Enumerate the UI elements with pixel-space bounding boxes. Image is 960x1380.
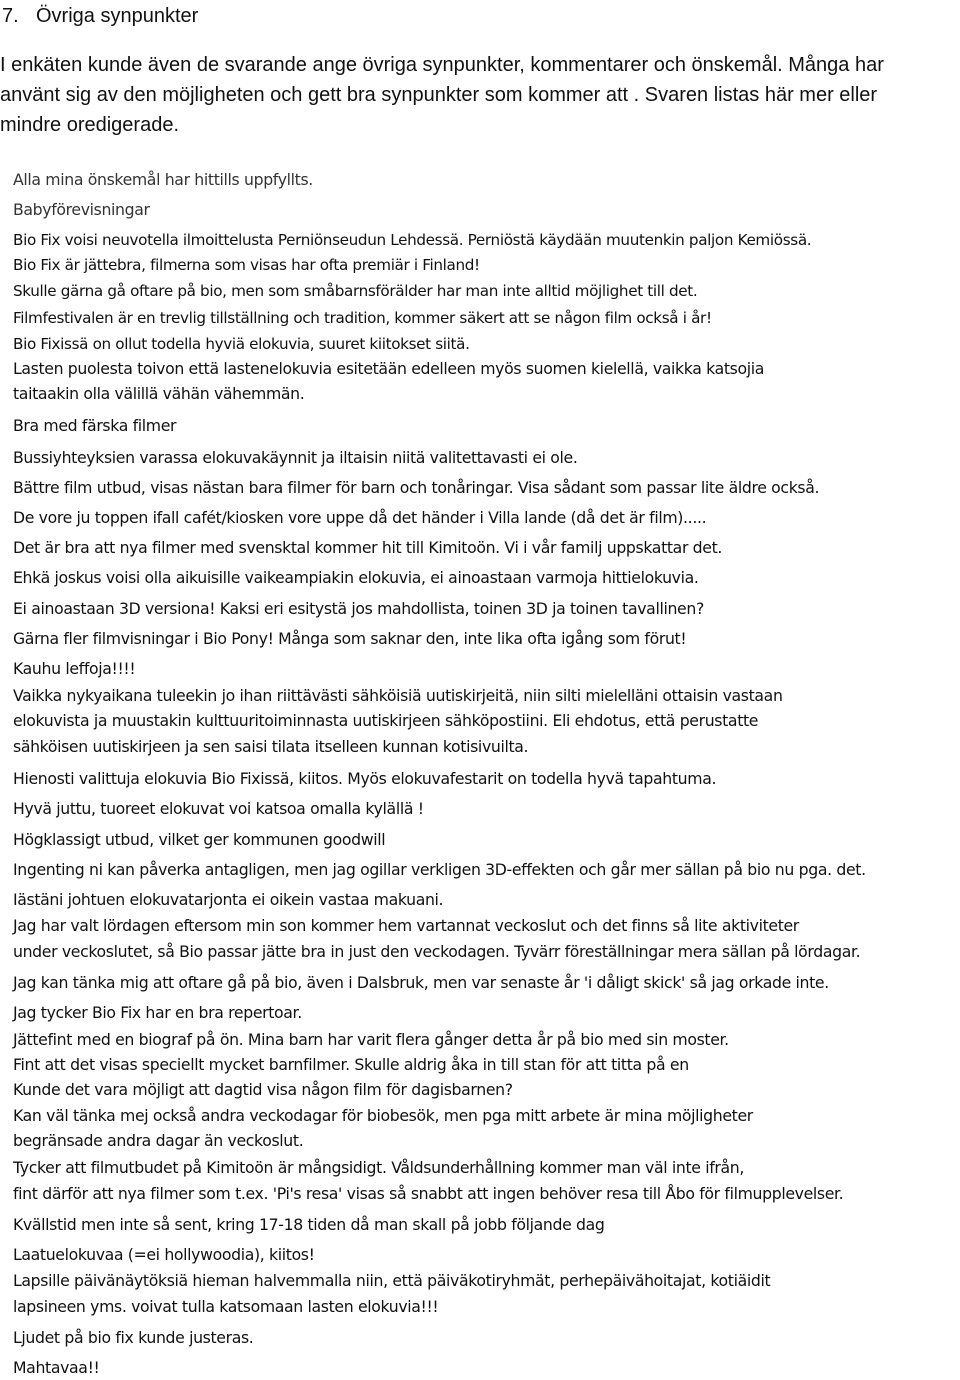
comment-line: sähköisen uutiskirjeen ja sen saisi tilata itselleen kunnan kotisivuilta. — [13, 737, 529, 756]
comment-line: Ehkä joskus voisi olla aikuisille vaikeampiakin elokuvia, ei ainoastaan varmoja hittielokuvia. — [13, 568, 699, 587]
comment-line: Gärna fler filmvisningar i Bio Pony! Många som saknar den, inte lika ofta igång som förut! — [13, 629, 687, 648]
comment-line: Det är bra att nya filmer med svensktal kommer hit till Kimitoön. Vi i vår familj uppskattar det. — [13, 538, 723, 557]
comment-line: lapsineen yms. voivat tulla katsomaan lasten elokuvia!!! — [13, 1297, 439, 1316]
comment-line: Jättefint med en biograf på ön. Mina barn har varit flera gånger detta år på bio med sin moster. — [13, 1030, 729, 1049]
comment-line: Ei ainoastaan 3D versiona! Kaksi eri esitystä jos mahdollista, toinen 3D ja toinen tavallinen? — [13, 599, 704, 618]
comment-line: Hienosti valittuja elokuvia Bio Fixissä, kiitos. Myös elokuvafestarit on todella hyvä tapahtuma. — [13, 769, 717, 788]
comment-line: Bio Fix är jättebra, filmerna som visas har ofta premiär i Finland! — [13, 256, 480, 274]
comment-line: Tycker att filmutbudet på Kimitoön är mångsidigt. Våldsunderhållning kommer man väl inte ifrån, — [13, 1158, 745, 1177]
comment-line: Bra med färska filmer — [13, 416, 177, 435]
comment-line: Iästäni johtuen elokuvatarjonta ei oikein vastaa makuani. — [13, 890, 444, 909]
intro-line: mindre oredigerade. — [0, 114, 179, 136]
section-title: Övriga synpunkter — [36, 5, 199, 27]
comment-line: Skulle gärna gå oftare på bio, men som småbarnsförälder har man inte alltid möjlighet till det. — [13, 282, 698, 300]
comment-line: Alla mina önskemål har hittills uppfyllts. — [13, 170, 313, 189]
comment-line: Bio Fix voisi neuvotella ilmoittelusta Perniönseudun Lehdessä. Perniöstä käydään muutenkin paljon Kemiössä. — [13, 231, 812, 249]
comment-line: Filmfestivalen är en trevlig tillställning och tradition, kommer säkert att se någon film också i år! — [13, 309, 712, 327]
comment-line: begränsade andra dagar än veckoslut. — [13, 1131, 304, 1150]
section-heading — [2, 3, 198, 29]
comment-line: under veckoslutet, så Bio passar jätte bra in just den veckodagen. Tyvärr föreställningar mera sällan på lördagar. — [13, 942, 861, 961]
intro-paragraph — [0, 50, 940, 140]
comment-line: Bussiyhteyksien varassa elokuvakäynnit ja iltaisin niitä valitettavasti ei ole. — [13, 448, 578, 467]
comment-line: Bättre film utbud, visas nästan bara filmer för barn och tonåringar. Visa sådant som passar lite äldre också. — [13, 478, 820, 497]
comment-line: Mahtavaa!! — [13, 1358, 100, 1377]
comment-line: Lapsille päivänäytöksiä hieman halvemmalla niin, että päiväkotiryhmät, perhepäivähoitajat, kotiäidit — [13, 1271, 771, 1290]
comment-line: Kunde det vara möjligt att dagtid visa någon film för dagisbarnen? — [13, 1080, 513, 1099]
comment-line: Ingenting ni kan påverka antagligen, men jag ogillar verkligen 3D-effekten och går mer sällan på bio nu pga. det. — [13, 860, 866, 879]
comment-line: elokuvista ja muustakin kulttuuritoiminnasta uutiskirjeen sähköpostiini. Eli ehdotus, että perustatte — [13, 711, 759, 730]
comment-line: Fint att det visas speciellt mycket barnfilmer. Skulle aldrig åka in till stan för att titta på en — [13, 1055, 689, 1074]
intro-line: använt sig av den möjligheten och gett bra synpunkter som kommer att . Svaren listas här mer eller — [0, 84, 878, 106]
comment-line: Jag tycker Bio Fix har en bra repertoar. — [13, 1003, 302, 1022]
comment-line: taitaakin olla välillä vähän vähemmän. — [13, 384, 305, 403]
comment-line: Vaikka nykyaikana tuleekin jo ihan riittävästi sähköisiä uutiskirjeitä, niin silti mielelläni ottaisin vastaan — [13, 686, 783, 705]
comment-line: Babyförevisningar — [13, 200, 150, 219]
comment-line: Laatuelokuvaa (=ei hollywoodia), kiitos! — [13, 1245, 315, 1264]
comment-line: Ljudet på bio fix kunde justeras. — [13, 1328, 254, 1347]
comment-line: Kauhu leffoja!!!! — [13, 659, 136, 678]
comment-line: fint därför att nya filmer som t.ex. 'Pi's resa' visas så snabbt att ingen behöver resa till Åbo för filmupplevelser. — [13, 1184, 844, 1203]
comment-line: Lasten puolesta toivon että lastenelokuvia esitetään edelleen myös suomen kielellä, vaikka katsojia — [13, 359, 765, 378]
comment-line: Högklassigt utbud, vilket ger kommunen goodwill — [13, 830, 386, 849]
comment-line: Jag kan tänka mig att oftare gå på bio, även i Dalsbruk, men var senaste år 'i dåligt skick' så jag orkade inte. — [13, 973, 829, 992]
intro-line: I enkäten kunde även de svarande ange övriga synpunkter, kommentarer och önskemål. Många har — [0, 54, 884, 76]
comment-line: Bio Fixissä on ollut todella hyviä elokuvia, suuret kiitokset siitä. — [13, 335, 470, 353]
comment-line: De vore ju toppen ifall cafét/kiosken vore uppe då det händer i Villa lande (då det är film)..... — [13, 508, 707, 527]
section-number: 7. — [2, 5, 19, 27]
comment-line: Hyvä juttu, tuoreet elokuvat voi katsoa omalla kylällä ! — [13, 799, 424, 818]
comment-line: Kvällstid men inte så sent, kring 17-18 tiden då man skall på jobb följande dag — [13, 1215, 605, 1234]
comment-line: Kan väl tänka mej också andra veckodagar för biobesök, men pga mitt arbete är mina möjligheter — [13, 1106, 753, 1125]
comment-line: Jag har valt lördagen eftersom min son kommer hem vartannat veckoslut och det finns så lite aktiviteter — [13, 916, 799, 935]
